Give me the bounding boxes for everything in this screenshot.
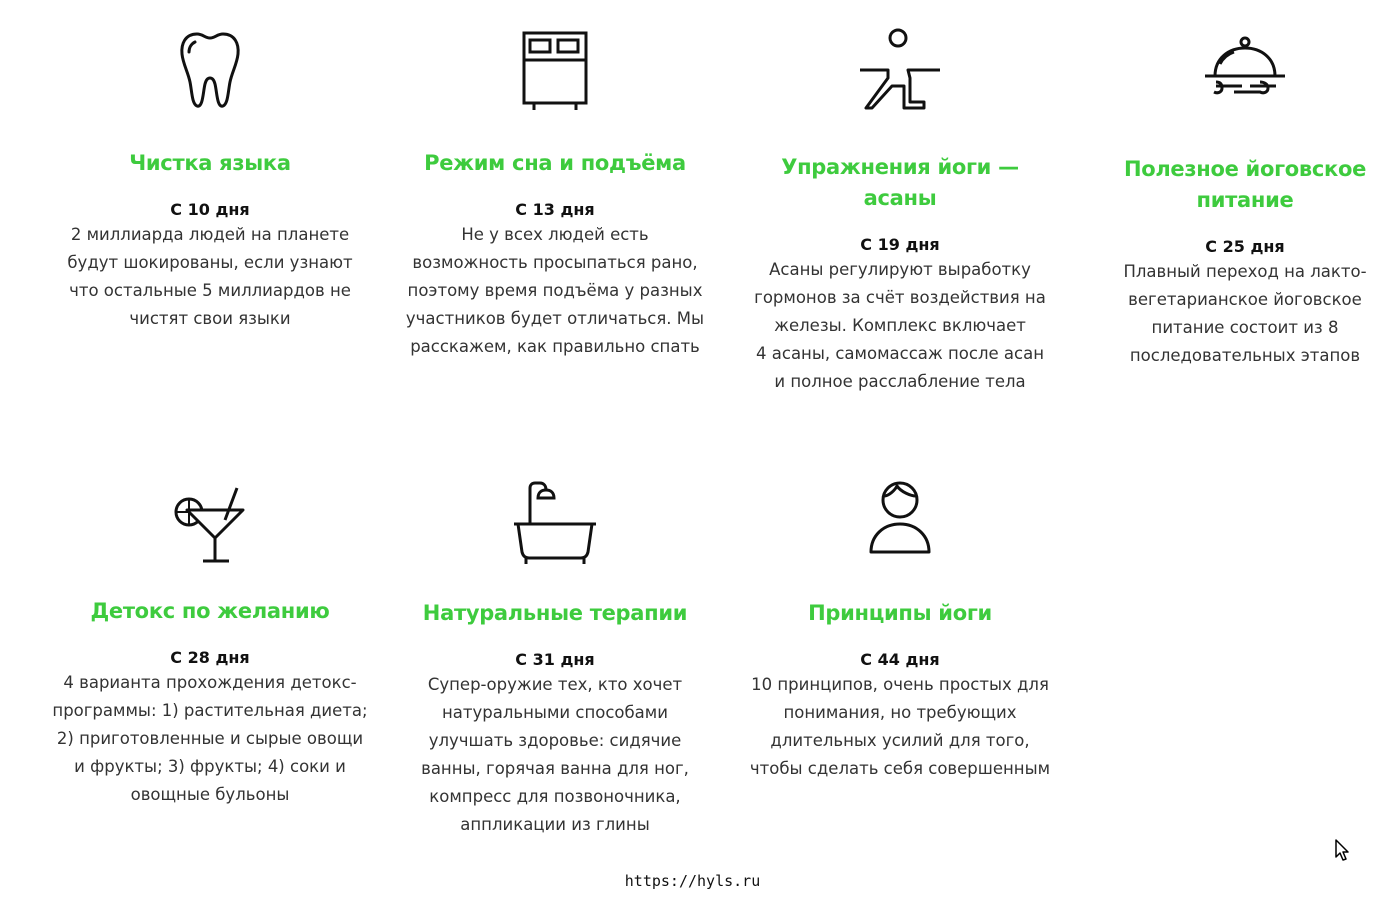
card-description: 4 варианта прохождения детокс- программы: 1) растительная диета; 2) приготовленные и сырые овощи и фрукты; 3) фрукты; 4) соки и овощные бульоны — [52, 673, 368, 804]
card-title: Чистка языка — [129, 151, 291, 175]
card-title: Полезное йоговское питание — [1123, 157, 1367, 212]
card-title: Упражнения йоги — асаны — [781, 155, 1019, 210]
card-title: Принципы йоги — [808, 601, 992, 625]
card-title: Режим сна и подъёма — [424, 151, 686, 175]
tooth-icon — [175, 30, 245, 110]
card-day: С 44 дня — [860, 650, 940, 669]
card-description: Асаны регулируют выработку гормонов за счёт воздействия на железы. Комплекс включает 4 асаны, самомассаж после асан и полное расслабление тела — [754, 260, 1046, 391]
feature-card-tongue-cleaning — [50, 30, 370, 333]
bathtub-icon — [512, 480, 598, 566]
card-day: С 10 дня — [170, 200, 250, 219]
card-title: Детокс по желанию — [90, 599, 330, 623]
person-icon — [867, 480, 933, 556]
card-day: С 19 дня — [860, 235, 940, 254]
mouse-cursor-icon — [1334, 838, 1350, 862]
feature-card-yoga-asanas — [740, 28, 1060, 396]
feature-card-sleep-mode — [395, 30, 715, 361]
card-description: Супер-оружие тех, кто хочет натуральными способами улучшать здоровье: сидячие ванны, горячая ванна для ног, компресс для позвоночника, аппликации из глины — [421, 675, 689, 834]
card-title: Натуральные терапии — [422, 601, 688, 625]
card-day: С 25 дня — [1205, 237, 1285, 256]
feature-card-yogic-nutrition — [1085, 36, 1385, 370]
card-day: С 31 дня — [515, 650, 595, 669]
feature-card-natural-therapies — [395, 480, 715, 839]
card-description: 10 принципов, очень простых для понимания, но требующих длительных усилий для того, чтобы сделать себя совершенным — [749, 675, 1051, 778]
feature-card-yoga-principles — [740, 480, 1060, 783]
card-day: С 28 дня — [170, 648, 250, 667]
footer-url[interactable]: https://hyls.ru — [624, 872, 761, 890]
feature-card-detox — [50, 486, 370, 809]
bed-icon — [520, 30, 590, 112]
card-description: Плавный переход на лакто- вегетарианское йоговское питание состоит из 8 последовательных этапов — [1123, 262, 1367, 365]
cocktail-icon — [173, 486, 247, 564]
card-description: 2 миллиарда людей на планете будут шокированы, если узнают что остальные 5 миллиардов не чистят свои языки — [67, 225, 353, 328]
food-cloche-icon — [1202, 36, 1288, 98]
card-day: С 13 дня — [515, 200, 595, 219]
card-description: Не у всех людей есть возможность просыпаться рано, поэтому время подъёма у разных участников будет отличаться. Мы расскажем, как правильно спать — [405, 225, 705, 356]
yoga-pose-icon — [858, 28, 942, 112]
